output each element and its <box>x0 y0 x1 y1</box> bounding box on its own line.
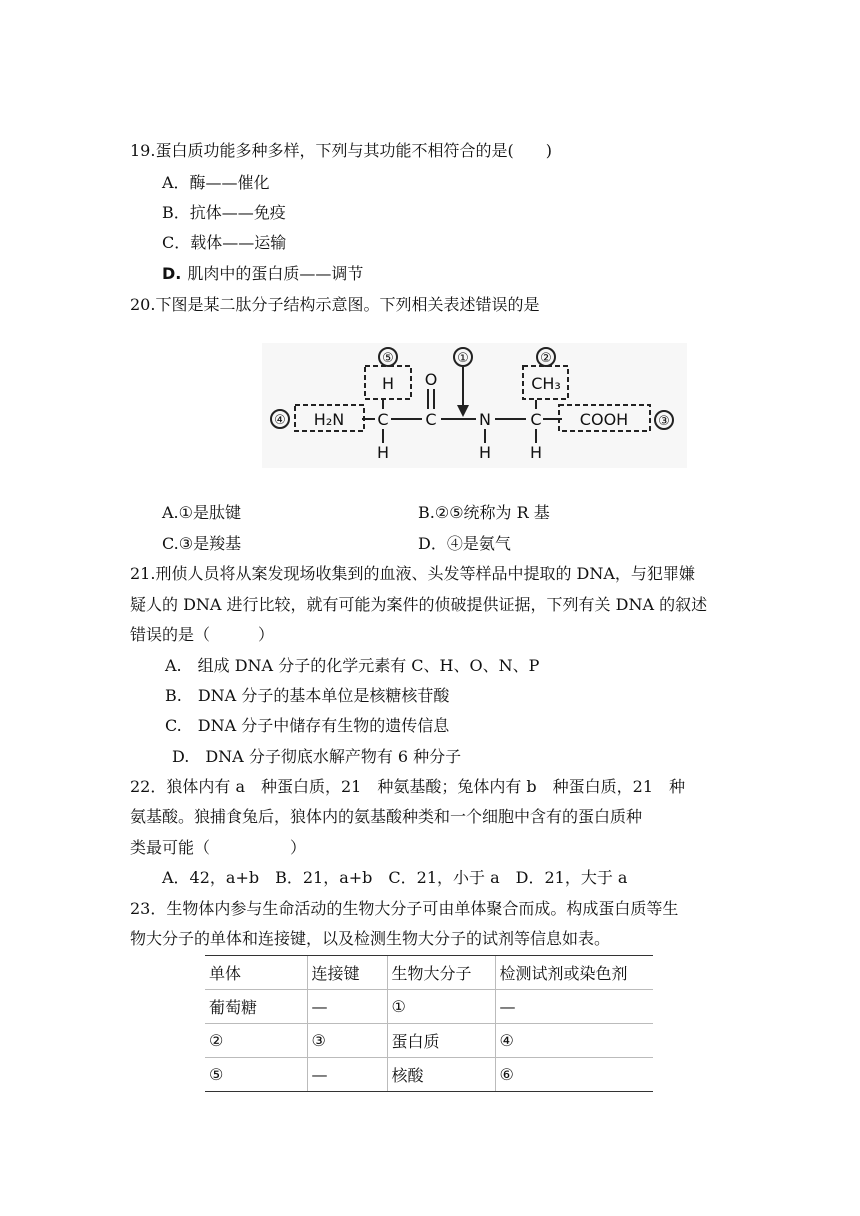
n-label: N <box>479 410 491 429</box>
q19-option-d-letter: D. <box>162 264 182 283</box>
table-cell: ① <box>387 990 495 1024</box>
q19-option-d <box>162 264 363 284</box>
table-cell: ⑤ <box>205 1058 307 1092</box>
mark-2-label: ② <box>540 351 552 366</box>
mark-1-label: ① <box>457 351 469 366</box>
q22-stem-line1: 22．狼体内有 a 种蛋白质，21 种氨基酸；兔体内有 b 种蛋白质，21 种 <box>130 777 686 796</box>
dipeptide-structure-diagram <box>262 343 687 468</box>
q23-table <box>205 955 653 1092</box>
mark-5-label: ⑤ <box>382 351 394 366</box>
mark-4-label: ④ <box>274 413 286 428</box>
h2n-label: H₂N <box>313 410 345 429</box>
table-cell: — <box>307 1058 387 1092</box>
q21-stem-line2: 疑人的 DNA 进行比较，就有可能为案件的侦破提供证据，下列有关 DNA 的叙述 <box>130 595 708 614</box>
ch3-label: CH₃ <box>531 374 561 393</box>
table-cell: 葡萄糖 <box>205 990 307 1024</box>
q22-options: A．42，a+b B．21，a+b C．21，小于 a D．21，大于 a <box>162 868 628 887</box>
c-carbonyl-label: C <box>425 410 437 429</box>
q23-stem-line1: 23．生物体内参与生命活动的生物大分子可由单体聚合而成。构成蛋白质等生 <box>130 899 679 918</box>
table-row <box>205 1024 653 1058</box>
mark-3-label: ③ <box>658 414 670 429</box>
q20-option-b: B.②⑤统称为 R 基 <box>418 503 550 522</box>
q21-option-b: B. DNA 分子的基本单位是核糖核苷酸 <box>165 686 450 705</box>
q19-option-b: B．抗体——免疫 <box>162 203 286 222</box>
q21-stem-line1: 21.刑侦人员将从案发现场收集到的血液、头发等样品中提取的 DNA，与犯罪嫌 <box>130 564 695 583</box>
table-cell: ③ <box>307 1024 387 1058</box>
q19-option-c: C．载体——运输 <box>162 233 287 252</box>
c-alpha1-label: C <box>377 410 389 429</box>
q21-stem-line3: 错误的是（ ） <box>130 625 275 644</box>
h-bottom1-label: H <box>376 443 390 462</box>
q21-option-c: C. DNA 分子中储存有生物的遗传信息 <box>165 716 450 735</box>
table-cell: 检测试剂或染色剂 <box>495 956 653 990</box>
q20-option-a: A.①是肽键 <box>162 503 241 522</box>
q19-stem: 19.蛋白质功能多种多样，下列与其功能不相符合的是( ) <box>130 141 552 160</box>
table-cell: 单体 <box>205 956 307 990</box>
q20-option-d: D．④是氨气 <box>418 534 511 553</box>
q20-option-c: C.③是羧基 <box>162 534 242 553</box>
q20-stem: 20.下图是某二肽分子结构示意图。下列相关表述错误的是 <box>130 295 540 314</box>
cooh-label: COOH <box>579 410 629 429</box>
table-cell: ④ <box>495 1024 653 1058</box>
q21-option-a: A. 组成 DNA 分子的化学元素有 C、H、O、N、P <box>165 656 540 675</box>
table-row <box>205 990 653 1024</box>
table-cell: 生物大分子 <box>387 956 495 990</box>
table-cell: ② <box>205 1024 307 1058</box>
q22-stem-line3: 类最可能（ ） <box>130 838 307 857</box>
h-top-label: H <box>381 374 395 393</box>
q23-stem-line2: 物大分子的单体和连接键，以及检测生物大分子的试剂等信息如表。 <box>130 929 611 948</box>
table-cell: ⑥ <box>495 1058 653 1092</box>
table-cell: — <box>495 990 653 1024</box>
q19-option-a: A．酶——催化 <box>162 173 270 192</box>
o-label: O <box>424 370 438 389</box>
table-header-row <box>205 956 653 990</box>
table-cell: 蛋白质 <box>387 1024 495 1058</box>
c-alpha2-label: C <box>530 410 542 429</box>
q19-option-d-text: 肌肉中的蛋白质——调节 <box>187 264 364 283</box>
table-cell: 核酸 <box>387 1058 495 1092</box>
table-row <box>205 1058 653 1092</box>
h-amide-label: H <box>478 443 492 462</box>
q21-option-d: D. DNA 分子彻底水解产物有 6 种分子 <box>172 747 462 766</box>
q22-stem-line2: 氨基酸。狼捕食兔后，狼体内的氨基酸种类和一个细胞中含有的蛋白质种 <box>130 807 643 826</box>
table-cell: — <box>307 990 387 1024</box>
table-cell: 连接键 <box>307 956 387 990</box>
h-bottom2-label: H <box>529 443 543 462</box>
